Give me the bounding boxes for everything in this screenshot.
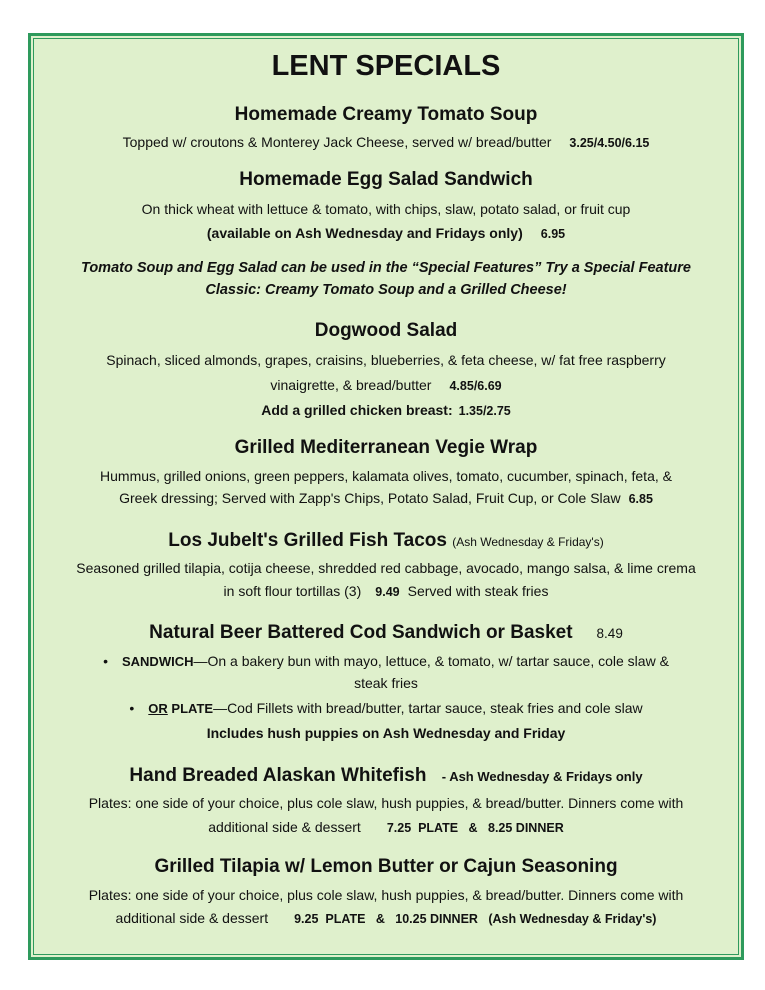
bullet-or: OR <box>148 701 168 716</box>
item-desc <box>31 131 741 154</box>
menu-content <box>31 0 741 990</box>
bullet-plate <box>31 697 741 720</box>
item-desc <box>31 487 741 510</box>
bullet-sandwich-cont: steak fries <box>354 675 418 691</box>
page-title: LENT SPECIALS <box>271 50 501 82</box>
bullet-label: PLATE <box>167 701 214 716</box>
item-note: Includes hush puppies on Ash Wednesday and Friday <box>206 725 566 741</box>
item-price: 9.49 <box>375 585 400 599</box>
item-name: Dogwood Salad <box>314 320 458 341</box>
name-text: Los Jubelt's Grilled Fish Tacos <box>168 530 447 551</box>
addon-price: 1.35/2.75 <box>458 404 511 418</box>
item-price: 6.95 <box>540 227 566 241</box>
note-text: (available on Ash Wednesday and Fridays only) <box>206 225 523 241</box>
item-desc: On thick wheat with lettuce & tomato, with chips, slaw, potato salad, or fruit cup <box>141 201 631 217</box>
item-name <box>31 620 741 647</box>
bullet-icon: • <box>129 700 135 716</box>
bullet-icon: • <box>103 653 108 669</box>
desc-text: Topped w/ croutons & Monterey Jack Cheese, served w/ bread/butter <box>122 134 552 150</box>
item-name <box>31 528 741 555</box>
desc-text: vinaigrette, & bread/butter <box>270 377 432 393</box>
bullet-sandwich <box>31 650 741 673</box>
bullet-text: —On a bakery bun with mayo, lettuce, & tomato, w/ tartar sauce, cole slaw & <box>193 653 669 669</box>
item-price: 4.85/6.69 <box>449 379 502 393</box>
item-name: Homemade Egg Salad Sandwich <box>239 169 533 190</box>
item-desc: Hummus, grilled onions, green peppers, kalamata olives, tomato, cucumber, spinach, feta, & <box>100 468 672 484</box>
item-desc <box>31 816 741 839</box>
item-desc <box>31 374 741 397</box>
item-price: 9.25 PLATE & 10.25 DINNER (Ash Wednesday & Friday's) <box>294 912 657 926</box>
item-note: (Ash Wednesday & Friday's) <box>452 535 604 549</box>
item-price: 8.49 <box>596 626 623 641</box>
item-desc <box>31 907 741 930</box>
desc-text: in soft flour tortillas (3) <box>223 583 362 599</box>
bullet-label: SANDWICH <box>121 654 194 669</box>
item-desc: Spinach, sliced almonds, grapes, craisins, blueberries, & feta cheese, w/ fat free raspberry <box>106 352 666 368</box>
item-desc: Seasoned grilled tilapia, cotija cheese, shredded red cabbage, avocado, mango salsa, & lime crema <box>76 560 696 576</box>
name-text: Natural Beer Battered Cod Sandwich or Basket <box>149 622 573 643</box>
feature-note: Classic: Creamy Tomato Soup and a Grilled Cheese! <box>205 282 567 298</box>
item-name: Homemade Creamy Tomato Soup <box>234 104 538 125</box>
item-desc <box>31 580 741 603</box>
item-desc: Plates: one side of your choice, plus cole slaw, hush puppies, & bread/butter. Dinners come with <box>88 795 684 811</box>
feature-note: Tomato Soup and Egg Salad can be used in the “Special Features” Try a Special Feature <box>81 260 691 276</box>
bullet-text: —Cod Fillets with bread/butter, tartar sauce, steak fries and cole slaw <box>213 700 643 716</box>
item-price: 7.25 PLATE & 8.25 DINNER <box>386 821 564 835</box>
item-desc: Plates: one side of your choice, plus cole slaw, hush puppies, & bread/butter. Dinners come with <box>88 887 684 903</box>
item-price: 6.85 <box>628 492 653 506</box>
desc-text: additional side & dessert <box>208 819 361 835</box>
item-price: 3.25/4.50/6.15 <box>569 136 650 150</box>
item-note <box>31 222 741 245</box>
item-name: Grilled Tilapia w/ Lemon Butter or Cajun Seasoning <box>154 856 618 877</box>
desc-text: Served with steak fries <box>407 583 549 599</box>
item-name <box>31 763 741 790</box>
addon-text: Add a grilled chicken breast: <box>261 402 453 418</box>
desc-text: Greek dressing; Served with Zapp's Chips, Potato Salad, Fruit Cup, or Cole Slaw <box>119 490 621 506</box>
item-name: Grilled Mediterranean Vegie Wrap <box>234 437 538 458</box>
desc-text: additional side & dessert <box>115 910 269 926</box>
item-note: - Ash Wednesday & Fridays only <box>441 769 643 784</box>
name-text: Hand Breaded Alaskan Whitefish <box>129 765 427 786</box>
item-addon <box>31 399 741 422</box>
